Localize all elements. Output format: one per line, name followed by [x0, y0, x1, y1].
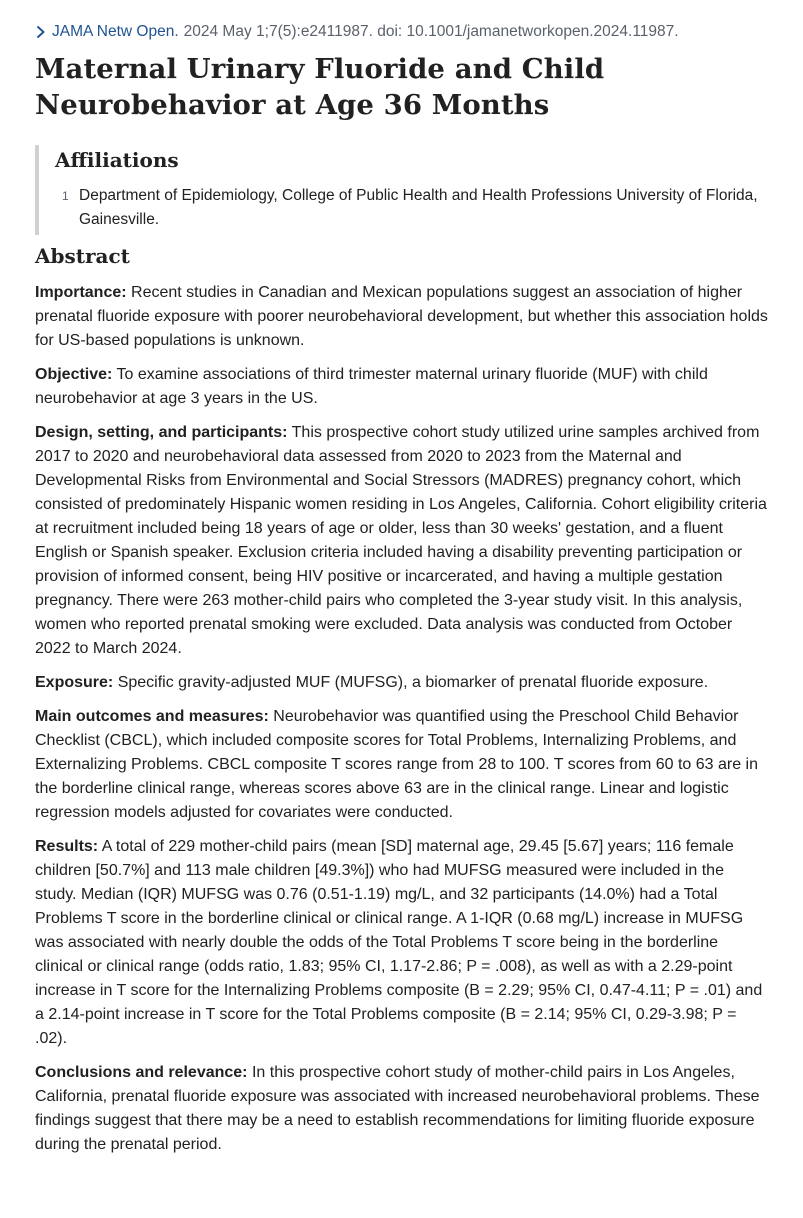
section-text: A total of 229 mother-child pairs (mean [SD] maternal age, 29.45 [5.67] years; 116 female children [50.7%] and 113 male children [49.3%]) who had MUFSG measured were included in the study. Median (IQR) MUFSG was 0.76 (0.51-1.19) mg/L, and 32 participants (14.0%) had a Total Problems T score in the borderline clinical or clinical range. A 1-IQR (0.68 mg/L) increase in MUFSG was associated with nearly double the odds of the Total Problems T score being in the borderline clinical or clinical range (odds ratio, 1.83; 95% CI, 1.17-2.86; P = .008), as well as with a 2.29-point increase in T score for the Internalizing Problems composite (B = 2.29; 95% CI, 0.47-4.11; P = .01) and a 2.14-point increase in T score for the Total Problems composite (B = 2.14; 95% CI, 0.29-3.98; P = .02). — [35, 838, 763, 1047]
affiliation-item — [55, 184, 768, 232]
section-text: Specific gravity-adjusted MUF (MUFSG), a biomarker of prenatal fluoride exposure. — [117, 674, 709, 691]
citation-line — [35, 21, 768, 43]
section-label: Design, setting, and participants: — [35, 424, 288, 441]
abstract-results — [35, 835, 768, 1051]
section-label: Importance: — [35, 284, 127, 301]
section-text: To examine associations of third trimester maternal urinary fluoride (MUF) with child neurobehavior at age 3 years in the US. — [35, 366, 708, 407]
section-label: Results: — [35, 838, 99, 855]
affiliations-heading: Affiliations — [55, 148, 179, 172]
article-page — [0, 21, 803, 1157]
section-text: Recent studies in Canadian and Mexican populations suggest an association of higher prenatal fluoride exposure with poorer neurobehavioral development, but whether this association holds for US-based populations is unknown. — [35, 284, 768, 349]
section-text: Neurobehavior was quantified using the Preschool Child Behavior Checklist (CBCL), which included composite scores for Total Problems, Internalizing Problems, and Externalizing Problems. CBCL composite T scores range from 28 to 100. T scores from 60 to 63 are in the borderline clinical range, whereas scores above 63 are in the clinical range. Linear and logistic regression models adjusted for covariates were conducted. — [35, 708, 759, 821]
affiliation-text: Department of Epidemiology, College of Public Health and Health Professions University of Florida, Gainesville. — [79, 187, 758, 228]
abstract-heading: Abstract — [35, 244, 130, 268]
section-label: Main outcomes and measures: — [35, 708, 269, 725]
abstract-importance — [35, 281, 768, 353]
abstract-conclusions — [35, 1061, 768, 1157]
abstract-objective — [35, 363, 768, 411]
affiliation-number: 1 — [62, 189, 69, 203]
section-label: Objective: — [35, 366, 113, 383]
chevron-right-icon[interactable] — [35, 25, 47, 39]
citation-details: 2024 May 1;7(5):e2411987. doi: 10.1001/jamanetworkopen.2024.11987. — [183, 23, 679, 40]
section-text: This prospective cohort study utilized urine samples archived from 2017 to 2020 and neurobehavioral data assessed from 2020 to 2023 from the Maternal and Developmental Risks from Environmental and Social Stressors (MADRES) pregnancy cohort, which consisted of predominately Hispanic women residing in Los Angeles, California. Cohort eligibility criteria at recruitment included being 18 years of age or older, less than 30 weeks' gestation, and a fluent English or Spanish speaker. Exclusion criteria included having a disability preventing participation or provision of informed consent, being HIV positive or incarcerated, and having a multiple gestation pregnancy. There were 263 mother-child pairs who completed the 3-year study visit. In this analysis, women who reported prenatal smoking were excluded. Data analysis was conducted from October 2022 to March 2024. — [35, 424, 767, 657]
abstract-design — [35, 421, 768, 661]
journal-link[interactable]: JAMA Netw Open. — [52, 23, 179, 40]
article-title: Maternal Urinary Fluoride and Child Neurobehavior at Age 36 Months — [35, 53, 605, 121]
section-label: Conclusions and relevance: — [35, 1064, 248, 1081]
abstract-outcomes — [35, 705, 768, 825]
abstract-exposure — [35, 671, 768, 695]
section-label: Exposure: — [35, 674, 114, 691]
affiliations-section — [35, 145, 768, 235]
section-text: In this prospective cohort study of mother-child pairs in Los Angeles, California, prenatal fluoride exposure was associated with increased neurobehavioral problems. These findings suggest that there may be a need to establish recommendations for limiting fluoride exposure during the prenatal period. — [35, 1064, 760, 1153]
